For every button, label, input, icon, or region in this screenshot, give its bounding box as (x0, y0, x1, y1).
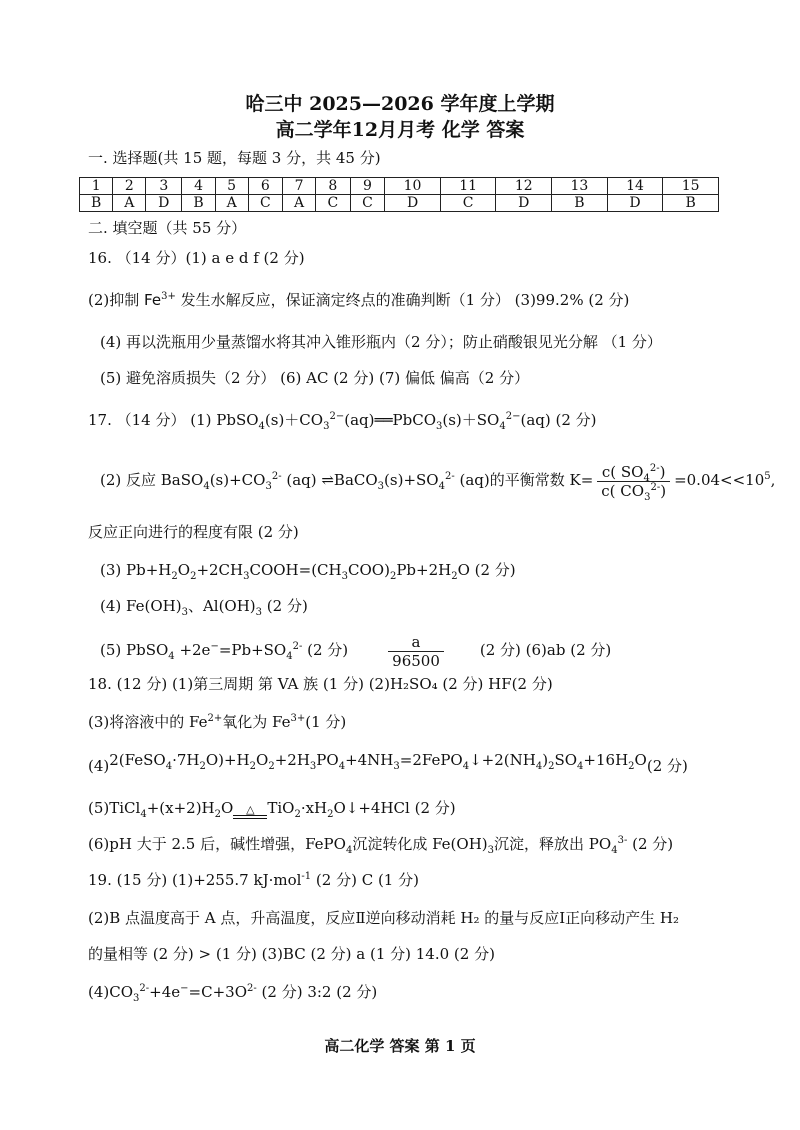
q17-line2: (2) 反应 $BaSO_4(s)+CO_3^{2-}$ (aq) $\rightleftharpoons BaCO_3(s)+SO_4^{2-}$ (aq)的平衡常数 K= $\frac{c( SO_4^{2-})}{c( CO_3^{2-})}$ $=0.04<<10^5$, (100, 462, 776, 503)
q16-line4: (5) 避免溶质损失（2 分） (6) AC (2 分) (7) 偏低 偏高（2 分） (100, 369, 530, 387)
section1-heading: 一. 选择题(共 15 题，每题 3 分，共 45 分) (88, 149, 381, 167)
q19-line4: $(4)CO_3^{2-}+4e^-=C+3O^{2-}$ (2 分) 3:2 (2 分) (88, 983, 378, 1004)
q16-line3: (4) 再以洗瓶用少量蒸馏水将其冲入锥形瓶内（2 分）；防止硝酸银见光分解 （1 分） (100, 333, 662, 351)
q17-line3: 反应正向进行的程度有限 (2 分) (88, 523, 299, 541)
title-line2: 高二学年12月月考 化学 答案 (275, 119, 525, 141)
answer-row (80, 195, 719, 212)
question-number-cell: 1 (80, 178, 113, 195)
q17-line5: (4) $Fe(OH)_3$、$Al(OH)_3$ (2 分) (100, 597, 308, 618)
answer-cell: B (80, 195, 113, 212)
question-number-cell: 7 (283, 178, 316, 195)
q18-line5: (6)pH 大于 2.5 后，碱性增强，FePO$_4$沉淀转化成 $Fe(OH)_3$沉淀，释放出 $PO_4^{3-}$ (2 分) (88, 835, 674, 856)
question-number-cell: 9 (350, 178, 385, 195)
q18-line2: (3)将溶液中的 $Fe^{2+}$氧化为 $Fe^{3+}(1$ 分) (88, 713, 347, 731)
answer-cell: C (350, 195, 385, 212)
q18-line3: $(4)2(FeSO_4\cdot 7H_2O)+H_2O_2+2H_3PO_4+4NH_3=2FePO_4↓+2(NH_4)_2SO_4+16H_2O(2$ 分) (88, 751, 688, 775)
q16-line1: 16. （14 分）(1) a e d f (2 分) (88, 249, 305, 267)
question-number-cell: 4 (182, 178, 215, 195)
question-number-cell: 5 (215, 178, 248, 195)
q17-line4: (3) $Pb+H_2O_2+2CH_3COOH=(CH_3COO)_2Pb+2H_2O$ (2 分) (100, 561, 516, 582)
question-number-cell: 12 (496, 178, 552, 195)
question-number-cell: 15 (663, 178, 719, 195)
question-number-cell: 8 (316, 178, 351, 195)
answer-cell: D (496, 195, 552, 212)
answer-cell: D (607, 195, 663, 212)
question-number-cell: 14 (607, 178, 663, 195)
question-number-cell: 11 (440, 178, 496, 195)
q17-line1: 17. （14 分） (1) $PbSO_4(s)+CO_3^{2-}(aq)══PbCO_3(s)+SO_4^{2-}(aq)$ (2 分) (88, 411, 597, 432)
answer-cell: B (552, 195, 608, 212)
heat-arrow: △ (233, 805, 267, 819)
question-number-row (80, 178, 719, 195)
question-number-cell: 6 (248, 178, 283, 195)
question-number-cell: 3 (146, 178, 182, 195)
answer-cell: A (113, 195, 146, 212)
q19-line3: 的量相等 (2 分) > (1 分) (3)BC (2 分) a (1 分) 14.0 (2 分) (88, 945, 495, 963)
q18-line1: 18. (12 分) (1)第三周期 第 VA 族 (1 分) (2)H₂SO₄ (2 分) HF(2 分) (88, 675, 553, 693)
answer-cell: B (182, 195, 215, 212)
answer-cell: A (215, 195, 248, 212)
answer-cell: D (146, 195, 182, 212)
q16-line2: (2)抑制 $Fe^{3+}$ 发生水解反应，保证滴定终点的准确判断（1 分） (3)99.2% (2 分) (88, 291, 630, 309)
q19-line2: (2)B 点温度高于 A 点，升高温度，反应Ⅱ逆向移动消耗 H₂ 的量与反应Ⅰ正向移动产生 H₂ (88, 909, 680, 927)
question-number-cell: 10 (385, 178, 441, 195)
question-number-cell: 2 (113, 178, 146, 195)
answer-cell: B (663, 195, 719, 212)
q19-line1: 19. (15 分) (1)+255.7 kJ·mol$^{-1}$ (2 分) C (1 分) (88, 871, 419, 889)
q17-line6: (5) PbSO$_4$ $+2e^-=Pb+SO_4^{2-}$ (2 分) $\frac{a}{96500}$ (2 分) (6)ab (2 分) (100, 632, 612, 670)
q18-line4: $(5)TiCl_4+(x+2)H_2O$ △ $TiO_2\cdot xH_2O↓+4HCl$ (2 分) (88, 799, 456, 820)
answer-cell: C (316, 195, 351, 212)
page-footer: 高二化学 答案 第 1 页 (324, 1037, 476, 1055)
section2-heading: 二. 填空题（共 55 分） (88, 219, 247, 237)
answer-cell: D (385, 195, 441, 212)
answer-cell: A (283, 195, 316, 212)
charge-fraction: $\frac{a}{96500}$ (388, 633, 444, 670)
question-number-cell: 13 (552, 178, 608, 195)
equilibrium-fraction: $\frac{c( SO_4^{2-})}{c( CO_3^{2-})}$ (597, 463, 670, 500)
answer-cell: C (440, 195, 496, 212)
answer-table (79, 177, 719, 212)
title-line1: 哈三中 2025—2026 学年度上学期 (245, 93, 555, 115)
answer-cell: C (248, 195, 283, 212)
